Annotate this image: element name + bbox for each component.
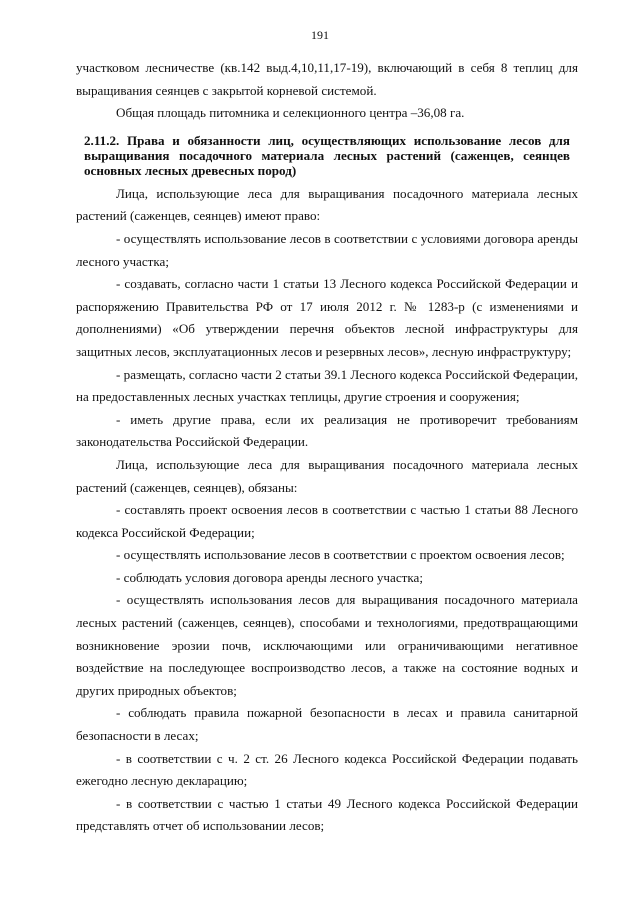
list-item-right: - создавать, согласно части 1 статьи 13 Лесного кодекса Российской Федерации и распоряжению Правительства РФ от 17 июля 2012 г. № 1283-р (с изменениями и дополнениями) «Об утверждении перечня объектов лесной инфраструктуры для защитных лесов, эксплуатационных лесов и резервных лесов», лесную инфраструктуру;: [76, 276, 578, 359]
list-item-duty: - соблюдать условия договора аренды лесного участка;: [116, 569, 423, 585]
document-body: [76, 57, 578, 838]
list-item-duty: - в соответствии с частью 1 статьи 49 Лесного кодекса Российской Федерации представлять отчет об использовании лесов;: [76, 795, 578, 834]
list-item-right: - размещать, согласно части 2 статьи 39.1 Лесного кодекса Российской Федерации, на предоставленных лесных участках теплицы, другие строения и сооружения;: [76, 366, 578, 405]
section-heading: 2.11.2. Права и обязанности лиц, осуществляющих использование лесов для выращивания посадочного материала лесных растений (саженцев, сеянцев основных лесных древесных пород): [84, 132, 570, 178]
list-item-duty: - в соответствии с ч. 2 ст. 26 Лесного кодекса Российской Федерации подавать ежегодно лесную декларацию;: [76, 750, 578, 789]
list-item-duty: - осуществлять использование лесов в соответствии с проектом освоения лесов;: [116, 547, 565, 563]
list-item-duty: - осуществлять использования лесов для выращивания посадочного материала лесных растений (саженцев, сеянцев), способами и технологиями, предотвращающими возникновение эрозии почв, исключающими или ограничивающими негативное воздействие на последующее воспроизводство лесов, а также на состояние водных и других природных объектов;: [76, 592, 578, 698]
paragraph-total-area: Общая площадь питомника и селекционного центра –36,08 га.: [116, 105, 465, 121]
paragraph-duties-intro: Лица, использующие леса для выращивания посадочного материала лесных растений (саженцев, сеянцев), обязаны:: [76, 456, 578, 495]
paragraph-continuation: участковом лесничестве (кв.142 выд.4,10,11,17-19), включающий в себя 8 теплиц для выращивания сеянцев с закрытой корневой системой.: [76, 60, 578, 98]
page-number: 191: [311, 28, 329, 42]
list-item-right: - осуществлять использование лесов в соответствии с условиями договора аренды лесного участка;: [76, 230, 578, 269]
list-item-duty: - составлять проект освоения лесов в соответствии с частью 1 статьи 88 Лесного кодекса Российской Федерации;: [76, 502, 578, 540]
paragraph-rights-intro: Лица, использующие леса для выращивания посадочного материала лесных растений (саженцев, сеянцев) имеют право:: [76, 185, 578, 224]
list-item-right: - иметь другие права, если их реализация не противоречит требованиям законодательства Российской Федерации.: [76, 411, 578, 450]
list-item-duty: - соблюдать правила пожарной безопасности в лесах и правила санитарной безопасности в лесах;: [76, 705, 578, 744]
